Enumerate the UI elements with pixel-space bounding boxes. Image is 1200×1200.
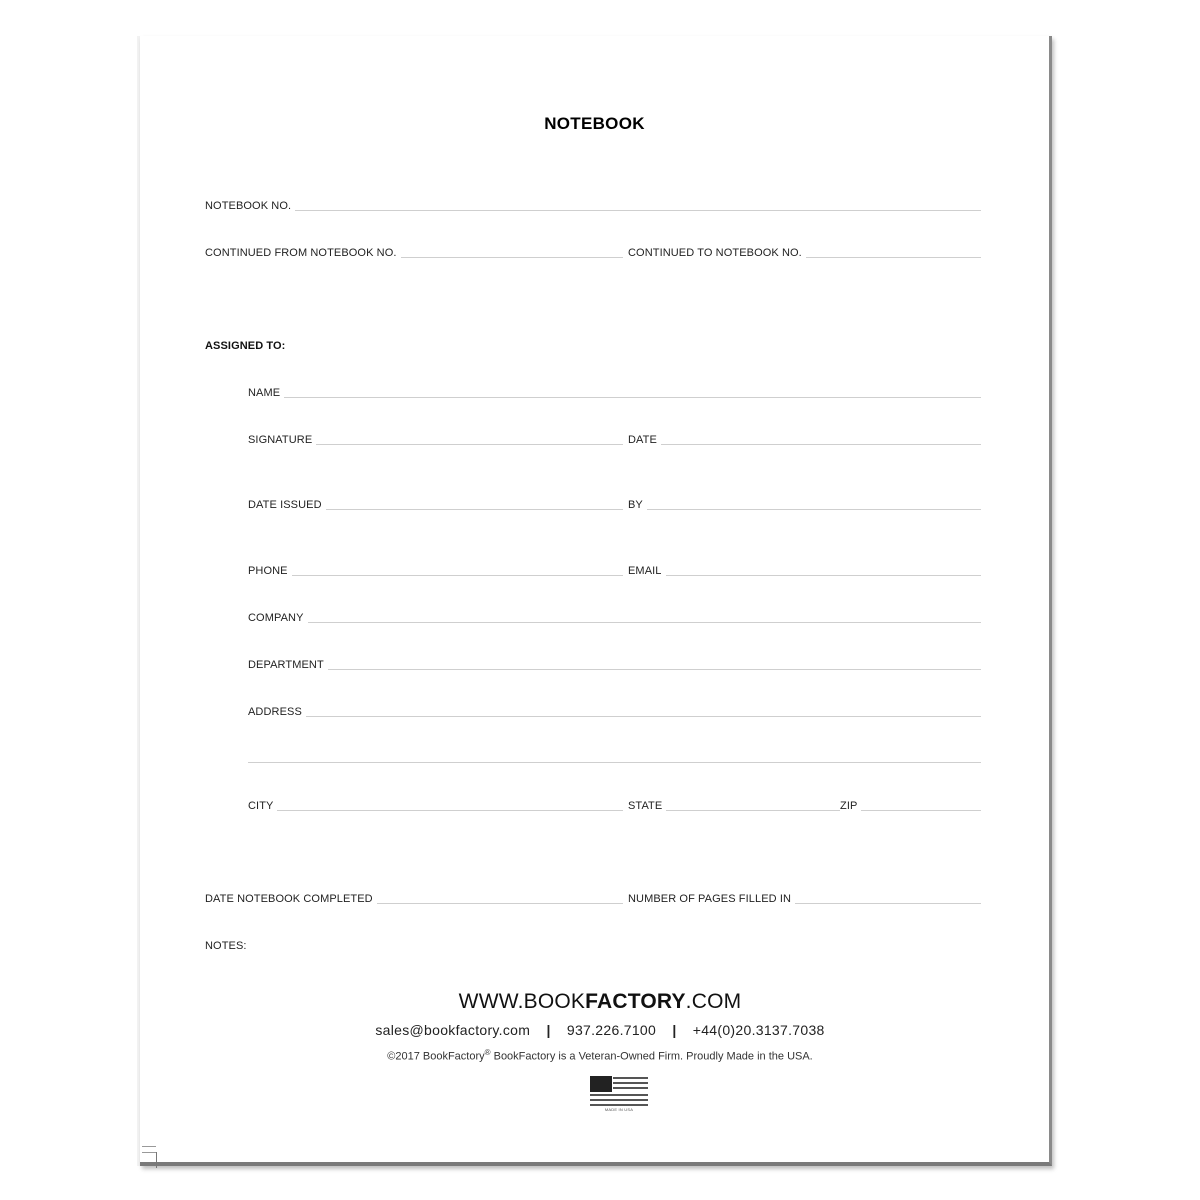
city-field[interactable] — [248, 796, 623, 812]
continued-to-label: CONTINUED TO NOTEBOOK NO. — [628, 247, 802, 259]
name-line[interactable] — [284, 397, 981, 398]
by-label: BY — [628, 499, 643, 511]
phone-line[interactable] — [292, 575, 623, 576]
flag-stripe — [590, 1104, 648, 1106]
pages-filled-line[interactable] — [795, 903, 981, 904]
pages-filled-label: NUMBER OF PAGES FILLED IN — [628, 893, 792, 905]
department-label: DEPARTMENT — [248, 659, 324, 671]
phone-field[interactable] — [248, 561, 623, 577]
date-completed-field[interactable] — [205, 889, 623, 905]
assigned-to-heading-row — [205, 336, 289, 352]
made-in-usa-caption: MADE IN USA — [604, 1107, 634, 1112]
zip-label: ZIP — [840, 800, 858, 812]
notebook-no-field[interactable] — [205, 196, 981, 212]
date-completed-line[interactable] — [377, 903, 623, 904]
website-suffix: .COM — [685, 990, 742, 1013]
date-issued-label: DATE ISSUED — [248, 499, 322, 511]
phone-label: PHONE — [248, 565, 288, 577]
company-line[interactable] — [308, 622, 981, 623]
contact-phone-uk: +44(0)20.3137.7038 — [692, 1022, 825, 1038]
page-title: NOTEBOOK — [544, 114, 645, 133]
address-line[interactable] — [306, 716, 981, 717]
date-issued-field[interactable] — [248, 495, 623, 511]
continued-from-line[interactable] — [401, 257, 623, 258]
address-line-2-field[interactable] — [248, 748, 981, 764]
state-label: STATE — [628, 800, 663, 812]
address-line-2[interactable] — [248, 762, 981, 763]
website-bold: FACTORY — [585, 990, 686, 1013]
notebook-no-label: NOTEBOOK NO. — [205, 200, 292, 212]
flag-stripe — [590, 1094, 648, 1096]
registered-mark: ® — [484, 1048, 491, 1057]
notes-field[interactable] — [205, 936, 251, 952]
copyright-post: BookFactory is a Veteran-Owned Firm. Proudly Made in the USA. — [490, 1050, 813, 1063]
continued-from-label: CONTINUED FROM NOTEBOOK NO. — [205, 247, 397, 259]
department-line[interactable] — [328, 669, 981, 670]
name-label: NAME — [248, 387, 281, 399]
separator: | — [546, 1022, 551, 1038]
date-field[interactable] — [628, 430, 981, 446]
department-field[interactable] — [248, 655, 981, 671]
address-label: ADDRESS — [248, 706, 302, 718]
continued-from-field[interactable] — [205, 243, 623, 259]
assigned-to-heading: ASSIGNED TO: — [205, 340, 286, 352]
email-line[interactable] — [666, 575, 981, 576]
by-line[interactable] — [647, 509, 981, 510]
flag-stripe — [613, 1077, 648, 1079]
date-issued-line[interactable] — [326, 509, 623, 510]
city-label: CITY — [248, 800, 274, 812]
signature-field[interactable] — [248, 430, 623, 446]
date-line[interactable] — [661, 444, 981, 445]
by-field[interactable] — [628, 495, 981, 511]
continued-to-field[interactable] — [628, 243, 981, 259]
continued-to-line[interactable] — [806, 257, 981, 258]
contact-email: sales@bookfactory.com — [375, 1022, 531, 1038]
date-label: DATE — [628, 434, 657, 446]
name-field[interactable] — [248, 383, 981, 399]
us-flag-icon — [590, 1076, 648, 1114]
copyright-line — [0, 1048, 1200, 1063]
contact-phone-us: 937.226.7100 — [566, 1022, 657, 1038]
state-field[interactable] — [628, 796, 840, 812]
date-completed-label: DATE NOTEBOOK COMPLETED — [205, 893, 373, 905]
state-line[interactable] — [666, 810, 840, 811]
zip-line[interactable] — [861, 810, 981, 811]
flag-stripe — [613, 1082, 648, 1084]
zip-field[interactable] — [840, 796, 981, 812]
flag-stripe — [613, 1087, 648, 1089]
flag-stripe — [590, 1099, 648, 1101]
notes-label: NOTES: — [205, 940, 247, 952]
company-label: COMPANY — [248, 612, 304, 624]
signature-label: SIGNATURE — [248, 434, 313, 446]
notebook-no-line[interactable] — [295, 210, 981, 211]
email-label: EMAIL — [628, 565, 662, 577]
flag-canton — [590, 1076, 612, 1092]
page-corner-marks — [142, 1142, 162, 1172]
pages-filled-field[interactable] — [628, 889, 981, 905]
separator: | — [672, 1022, 677, 1038]
email-field[interactable] — [628, 561, 981, 577]
address-field[interactable] — [248, 702, 981, 718]
website-prefix: WWW.BOOK — [458, 990, 586, 1013]
signature-line[interactable] — [316, 444, 623, 445]
contact-line — [0, 1022, 1200, 1038]
city-line[interactable] — [277, 810, 623, 811]
copyright-pre: ©2017 BookFactory — [387, 1050, 485, 1063]
company-field[interactable] — [248, 608, 981, 624]
website-url — [0, 990, 1200, 1014]
